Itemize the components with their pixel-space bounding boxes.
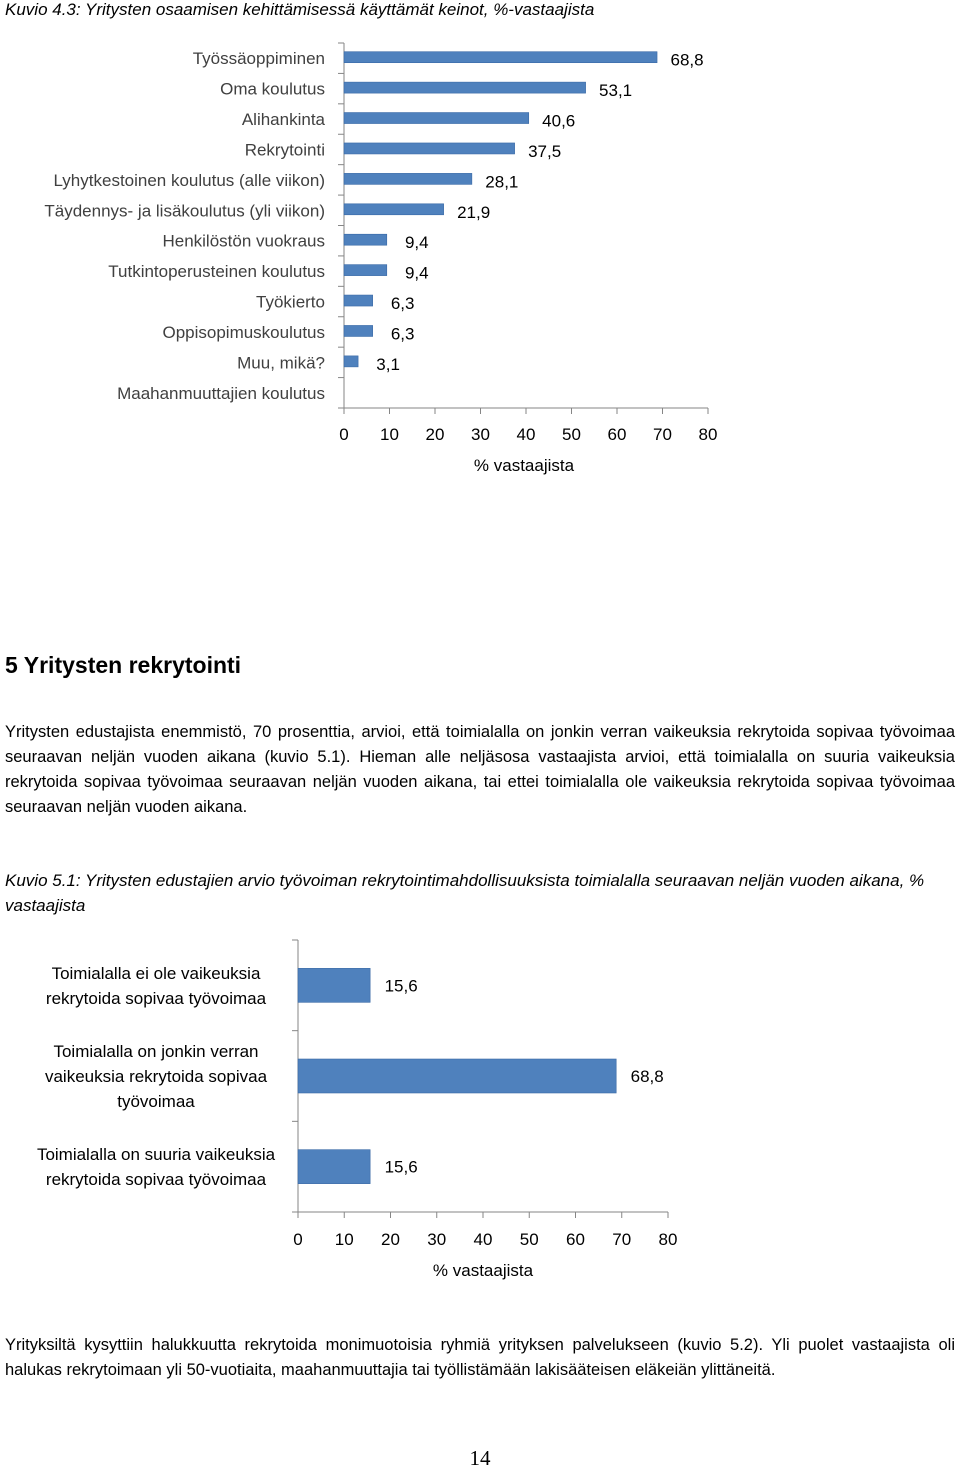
- x-tick-label: 20: [381, 1230, 400, 1249]
- x-tick-label: 80: [698, 425, 718, 444]
- category-label: Alihankinta: [241, 110, 325, 130]
- body-paragraph: Yritysten edustajista enemmistö, 70 prosenttia, arvioi, että toimialalla on jonkin verran vaikeuksia rekrytoida sopivaa työvoimaa seuraavan neljän vuoden aikana (kuvio 5.1). Hieman alle neljäsosa vastaajista arvioi, että toimialalla on suuria vaikeuksia rekrytoida sopivaa työvoimaa seuraavan neljän vuoden aikana, tai ettei toimialalla ole vaikeuksia rekrytoida sopivaa työvoimaa seuraavan neljän vuoden aikana.: [5, 723, 955, 816]
- x-tick-label: 40: [516, 425, 536, 444]
- data-label: 9,4: [404, 263, 429, 283]
- category-label: Toimialalla ei ole vaikeuksia rekrytoida sopivaa työvoimaa: [45, 963, 267, 1008]
- bar: [298, 968, 370, 1002]
- x-tick-label: 0: [293, 1230, 303, 1249]
- category-label: Toimialalla on suuria vaikeuksia rekrytoida sopivaa työvoimaa: [36, 1145, 276, 1190]
- data-label: 68,8: [630, 1067, 664, 1086]
- category-label: Henkilöstön vuokraus: [162, 231, 325, 251]
- x-axis-title: % vastaajista: [432, 1261, 534, 1280]
- x-tick-label: 0: [339, 425, 349, 444]
- data-label: 21,9: [457, 202, 491, 222]
- data-label: 6,3: [390, 324, 415, 344]
- data-label: 37,5: [528, 141, 562, 161]
- category-label: Tutkintoperusteinen koulutus: [108, 262, 325, 282]
- data-label: 40,6: [542, 111, 576, 131]
- x-tick-label: 50: [519, 1230, 539, 1249]
- x-tick-label: 60: [607, 425, 627, 444]
- data-label: 28,1: [485, 172, 519, 192]
- x-tick-label: 80: [658, 1230, 678, 1249]
- body-paragraph: Yrityksiltä kysyttiin halukkuutta rekrytoida monimuotoisia ryhmiä yrityksen palvelukseen (kuvio 5.2). Yli puolet vastaajista oli halukas rekrytoimaan yli 50-vuotiaita, maahanmuuttajia tai työllistämään lakisääteisen eläkeiän ylittäneitä.: [5, 1336, 955, 1379]
- x-tick-label: 10: [334, 1230, 354, 1249]
- figure-caption: Kuvio 4.3: Yritysten osaamisen kehittämisessä käyttämät keinot, %-vastaajista: [5, 0, 595, 19]
- page-number: 14: [469, 1446, 491, 1470]
- figure-caption: Kuvio 5.1: Yritysten edustajien arvio työvoiman rekrytointimahdollisuuksista toimialalla seuraavan neljän vuoden aikana, % vastaajista: [5, 871, 925, 915]
- data-label: 15,6: [384, 1157, 418, 1177]
- category-label: Toimialalla on jonkin verran vaikeuksia rekrytoida sopivaa työvoimaa: [44, 1042, 268, 1111]
- x-tick-label: 30: [471, 425, 490, 444]
- x-tick-label: 60: [566, 1230, 585, 1249]
- x-tick-label: 50: [562, 425, 581, 444]
- category-label: Oma koulutus: [220, 79, 325, 99]
- category-label: Muu, mikä?: [237, 353, 325, 373]
- x-tick-label: 10: [380, 425, 399, 444]
- data-label: 68,8: [670, 50, 704, 70]
- data-label: 15,6: [384, 976, 418, 996]
- data-label: 9,4: [404, 233, 429, 253]
- category-label: Maahanmuuttajien koulutus: [117, 383, 325, 403]
- category-label: Työssäoppiminen: [192, 49, 325, 69]
- x-tick-label: 70: [612, 1230, 632, 1249]
- x-tick-label: 30: [427, 1230, 447, 1249]
- x-axis-title: % vastaajista: [473, 456, 575, 475]
- data-label: 6,3: [390, 294, 415, 314]
- data-label: 53,1: [599, 81, 633, 101]
- data-label: 3,1: [376, 354, 400, 374]
- bar: [298, 1059, 616, 1093]
- category-label: Oppisopimuskoulutus: [162, 322, 325, 342]
- category-label: Täydennys- ja lisäkoulutus (yli viikon): [44, 201, 325, 221]
- x-tick-label: 70: [653, 425, 672, 444]
- x-tick-label: 40: [473, 1230, 493, 1249]
- category-label: Lyhytkestoinen koulutus (alle viikon): [53, 170, 325, 190]
- x-tick-label: 20: [425, 425, 445, 444]
- category-label: Rekrytointi: [244, 140, 325, 160]
- category-label: Työkierto: [256, 292, 325, 312]
- section-heading: 5 Yritysten rekrytointi: [5, 652, 242, 678]
- bar: [298, 1150, 370, 1184]
